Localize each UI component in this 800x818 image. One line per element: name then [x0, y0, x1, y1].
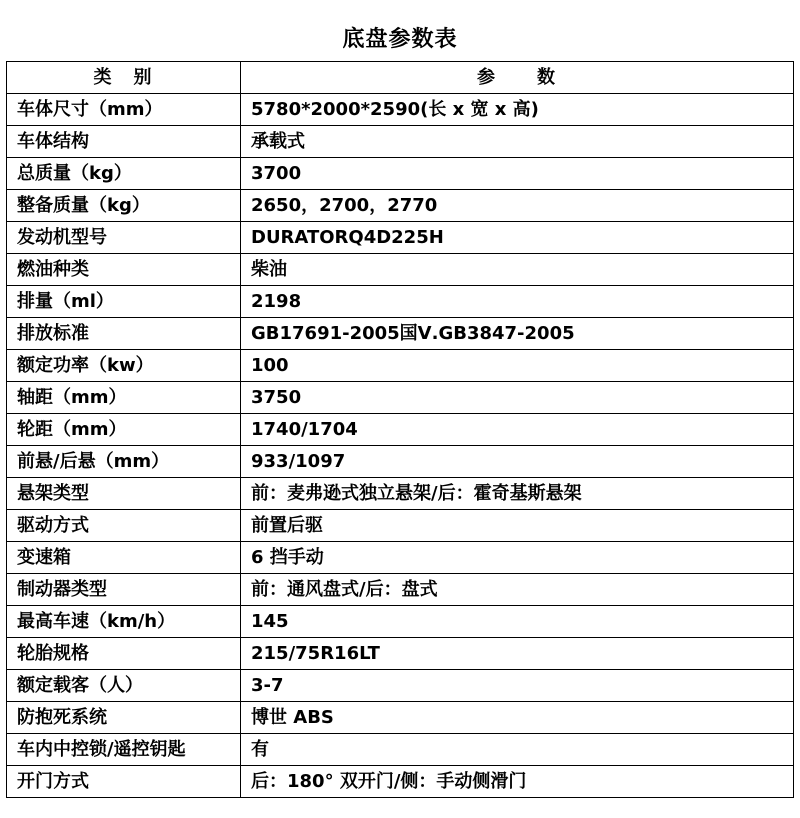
row-value: 6 挡手动	[241, 542, 794, 574]
row-category: 总质量（kg）	[7, 158, 241, 190]
row-value: 3750	[241, 382, 794, 414]
table-body	[7, 94, 794, 798]
table-row	[7, 126, 794, 158]
table-row	[7, 446, 794, 478]
table-row	[7, 574, 794, 606]
table-row	[7, 734, 794, 766]
row-value: 100	[241, 350, 794, 382]
row-category: 防抱死系统	[7, 702, 241, 734]
row-category: 前悬/后悬（mm）	[7, 446, 241, 478]
row-category: 车体结构	[7, 126, 241, 158]
row-value: 933/1097	[241, 446, 794, 478]
table-row	[7, 318, 794, 350]
row-category: 轴距（mm）	[7, 382, 241, 414]
table-row	[7, 606, 794, 638]
table-row	[7, 638, 794, 670]
table-row	[7, 414, 794, 446]
table-row	[7, 286, 794, 318]
row-category: 额定功率（kw）	[7, 350, 241, 382]
row-value: 柴油	[241, 254, 794, 286]
table-row	[7, 94, 794, 126]
table-row	[7, 510, 794, 542]
row-category: 开门方式	[7, 766, 241, 798]
row-value: 215/75R16LT	[241, 638, 794, 670]
row-value: 有	[241, 734, 794, 766]
row-value: 后：180° 双开门/侧：手动侧滑门	[241, 766, 794, 798]
row-category: 车体尺寸（mm）	[7, 94, 241, 126]
row-value: 2650，2700，2770	[241, 190, 794, 222]
row-value: 3700	[241, 158, 794, 190]
page-title: 底盘参数表	[342, 27, 458, 52]
row-value: 承载式	[241, 126, 794, 158]
table-header-row	[7, 62, 794, 94]
row-value: DURATORQ4D225H	[241, 222, 794, 254]
table-row	[7, 254, 794, 286]
row-category: 最高车速（km/h）	[7, 606, 241, 638]
spec-table	[6, 61, 794, 798]
table-row	[7, 158, 794, 190]
row-value: 145	[241, 606, 794, 638]
table-row	[7, 222, 794, 254]
header-category: 类 别	[7, 62, 241, 94]
row-category: 制动器类型	[7, 574, 241, 606]
row-value: GB17691-2005国Ⅴ.GB3847-2005	[241, 318, 794, 350]
table-row	[7, 190, 794, 222]
table-row	[7, 542, 794, 574]
table-row	[7, 702, 794, 734]
row-category: 整备质量（kg）	[7, 190, 241, 222]
row-category: 额定载客（人）	[7, 670, 241, 702]
row-category: 排放标准	[7, 318, 241, 350]
row-value: 1740/1704	[241, 414, 794, 446]
row-category: 驱动方式	[7, 510, 241, 542]
table-row	[7, 478, 794, 510]
row-category: 排量（ml）	[7, 286, 241, 318]
row-value: 3-7	[241, 670, 794, 702]
table-row	[7, 670, 794, 702]
row-category: 轮胎规格	[7, 638, 241, 670]
header-parameter: 参 数	[241, 62, 794, 94]
row-value: 博世 ABS	[241, 702, 794, 734]
row-value: 5780*2000*2590(长 x 宽 x 高)	[241, 94, 794, 126]
row-value: 2198	[241, 286, 794, 318]
row-category: 发动机型号	[7, 222, 241, 254]
table-row	[7, 766, 794, 798]
row-value: 前：通风盘式/后：盘式	[241, 574, 794, 606]
row-value: 前：麦弗逊式独立悬架/后：霍奇基斯悬架	[241, 478, 794, 510]
table-row	[7, 350, 794, 382]
row-category: 燃油种类	[7, 254, 241, 286]
row-category: 轮距（mm）	[7, 414, 241, 446]
row-category: 车内中控锁/遥控钥匙	[7, 734, 241, 766]
row-value: 前置后驱	[241, 510, 794, 542]
table-row	[7, 382, 794, 414]
row-category: 悬架类型	[7, 478, 241, 510]
row-category: 变速箱	[7, 542, 241, 574]
